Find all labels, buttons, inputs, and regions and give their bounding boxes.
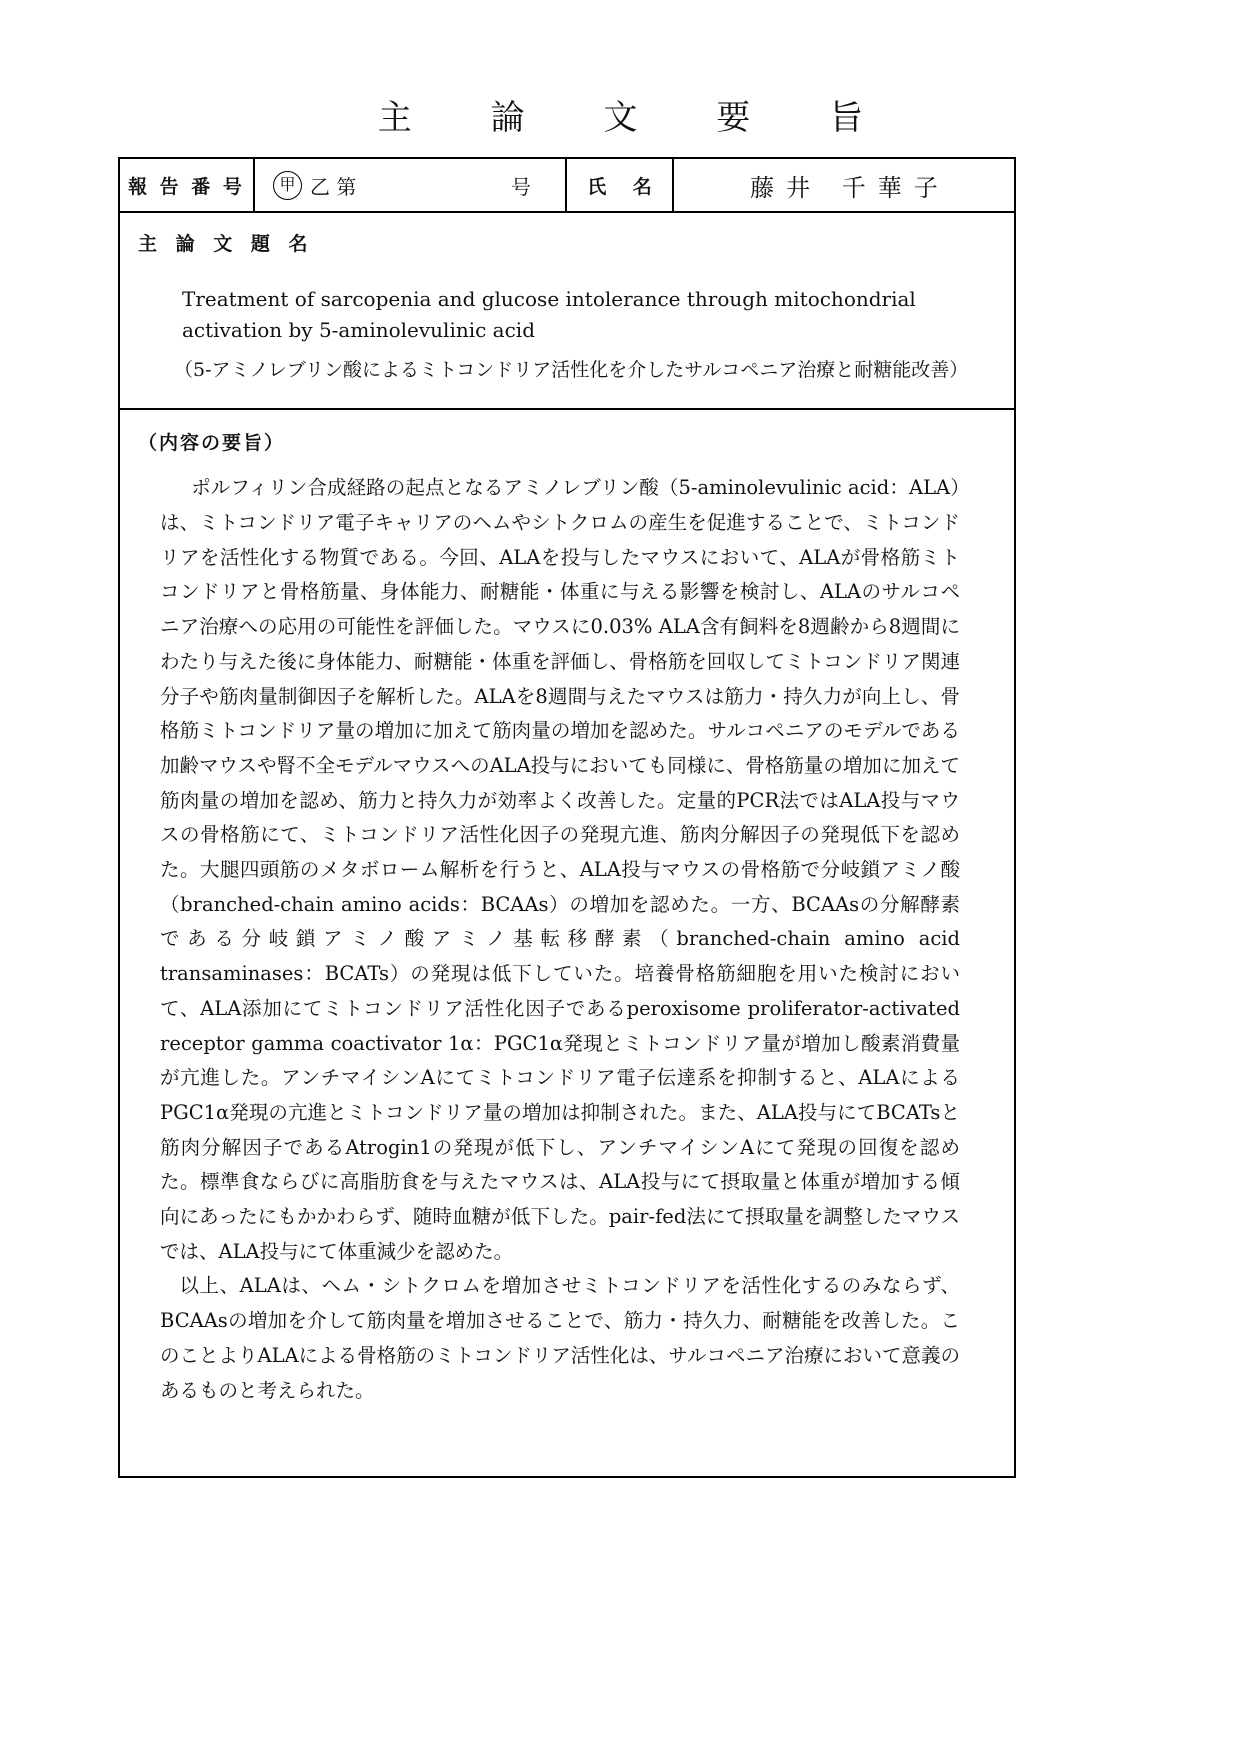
name-label: 氏 名 — [567, 159, 674, 211]
report-header-table — [120, 159, 1014, 213]
report-number-label: 報 告 番 号 — [120, 159, 255, 211]
page-title: 主 論 文 要 旨 — [377, 98, 898, 138]
abstract-section — [120, 410, 1014, 1476]
report-number-suffix: 号 — [511, 174, 531, 199]
thesis-title-english: Treatment of sarcopenia and glucose intolerance through mitochondrial activation by 5-aminolevulinic acid — [182, 287, 916, 342]
thesis-title-section — [120, 213, 1014, 410]
thesis-title-label: 主 論 文 題 名 — [138, 233, 314, 255]
circled-kou-mark: 甲 — [273, 171, 302, 200]
abstract-body — [160, 471, 960, 1408]
name-value: 藤井 千華子 — [750, 173, 950, 202]
report-number-prefix — [273, 171, 356, 200]
abstract-label: （内容の要旨） — [138, 432, 286, 455]
document-frame — [118, 157, 1016, 1478]
thesis-title-japanese: （5-アミノレブリン酸によるミトコンドリア活性化を介したサルコペニア治療と耐糖能改善） — [174, 359, 969, 381]
abstract-paragraph-2: 以上、ALAは、ヘム・シトクロムを増加させミトコンドリアを活性化するのみならず、BCAAsの増加を介して筋肉量を増加させることで、筋力・持久力、耐糖能を改善した。このことよりALAによる骨格筋のミトコンドリア活性化は、サルコペニア治療において意義のあるものと考えられた。 — [160, 1274, 960, 1402]
report-number-cell — [255, 159, 567, 211]
abstract-paragraph-1: ポルフィリン合成経路の起点となるアミノレブリン酸（5-aminolevulinic acid：ALA）は、ミトコンドリア電子キャリアのヘムやシトクロムの産生を促進することで、ミトコンドリアを活性化する物質である。今回、ALAを投与したマウスにおいて、ALAが骨格筋ミトコンドリアと骨格筋量、身体能力、耐糖能・体重に与える影響を検討し、ALAのサルコペニア治療への応用の可能性を評価した。マウスに0.03% ALA含有飼料を8週齢から8週間にわたり与えた後に身体能力、耐糖能・体重を評価し、骨格筋を回収してミトコンドリア関連分子や筋肉量制御因子を解析した。ALAを8週間与えたマウスは筋力・持久力が向上し、骨格筋ミトコンドリア量の増加に加えて筋肉量の増加を認めた。サルコペニアのモデルである加齢マウスや腎不全モデルマウスへのALA投与においても同様に、骨格筋量の増加に加えて筋肉量の増加を認め、筋力と持久力が効率よく改善した。定量的PCR法ではALA投与マウスの骨格筋にて、ミトコンドリア活性化因子の発現亢進、筋肉分解因子の発現低下を認めた。大腿四頭筋のメタボローム解析を行うと、ALA投与マウスの骨格筋で分岐鎖アミノ酸（branched-chain amino acids：BCAAs）の増加を認めた。一方、BCAAsの分解酵素である分岐鎖アミノ酸アミノ基転移酵素（branched-chain amino acid transaminases：BCATs）の発現は低下していた。培養骨格筋細胞を用いた検討において、ALA添加にてミトコンドリア活性化因子であるperoxisome proliferator-activated receptor gamma coactivator 1α：PGC1α発現とミトコンドリア量が増加し酸素消費量が亢進した。アンチマイシンAにてミトコンドリア電子伝達系を抑制すると、ALAによるPGC1α発現の亢進とミトコンドリア量の増加は抑制された。また、ALA投与にてBCATsと筋肉分解因子であるAtrogin1の発現が低下し、アンチマイシンAにて発現の回復を認めた。標準食ならびに高脂肪食を与えたマウスは、ALA投与にて摂取量と体重が増加する傾向にあったにもかかわらず、随時血糖が低下した。pair-fed法にて摂取量を調整したマウスでは、ALA投与にて体重減少を認めた。 — [160, 476, 960, 1263]
report-number-mid: 乙 第 — [310, 174, 357, 199]
